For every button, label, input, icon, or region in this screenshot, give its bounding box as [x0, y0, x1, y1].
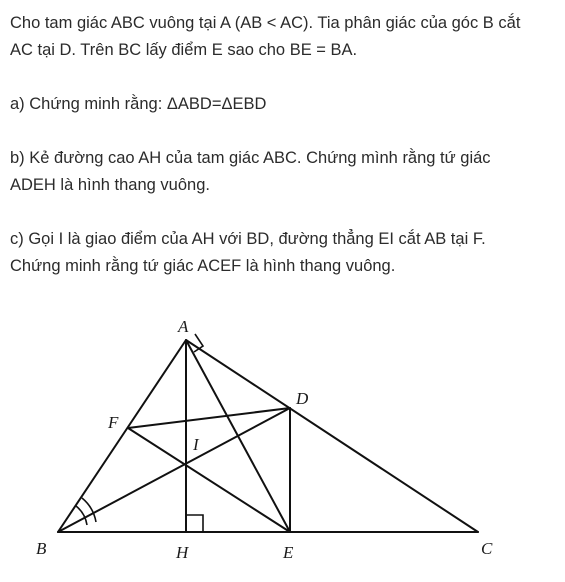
part-b-line-2: ADEH là hình thang vuông. [10, 176, 210, 194]
part-c-line-2: Chứng minh rằng tứ giác ACEF là hình thang vuông. [10, 257, 396, 275]
point-label-b: B [36, 539, 47, 558]
problem-text [10, 10, 560, 307]
segment-cf [128, 408, 290, 428]
point-label-e: E [283, 543, 294, 562]
right-angle-mark-h [186, 515, 203, 532]
geometry-figure [0, 300, 565, 582]
segment-ac [186, 340, 478, 532]
point-label-i: I [193, 435, 199, 454]
part-a-text: a) Chứng minh rằng: ΔABD=ΔEBD [10, 95, 267, 113]
problem-intro [10, 10, 560, 64]
point-label-f: F [108, 413, 119, 432]
intro-line-2: AC tại D. Trên BC lấy điểm E sao cho BE = BA. [10, 41, 358, 59]
part-b [10, 145, 560, 199]
intro-line-1: Cho tam giác ABC vuông tại A (AB < AC). Tia phân giác của góc B cắt [10, 14, 521, 32]
segment-ae [186, 340, 290, 532]
point-label-d: D [296, 389, 309, 408]
part-c [10, 226, 560, 280]
triangle-diagram [0, 300, 565, 582]
part-b-line-1: b) Kẻ đường cao AH của tam giác ABC. Chứng mình rằng tứ giác [10, 149, 491, 167]
point-label-c: C [481, 539, 493, 558]
segment-ef [128, 428, 290, 532]
part-a [10, 91, 560, 118]
point-label-a: A [178, 317, 189, 336]
part-c-line-1: c) Gọi I là giao điểm của AH với BD, đường thẳng EI cắt AB tại F. [10, 230, 486, 248]
segment-ab [58, 340, 186, 532]
point-label-h: H [176, 543, 189, 562]
